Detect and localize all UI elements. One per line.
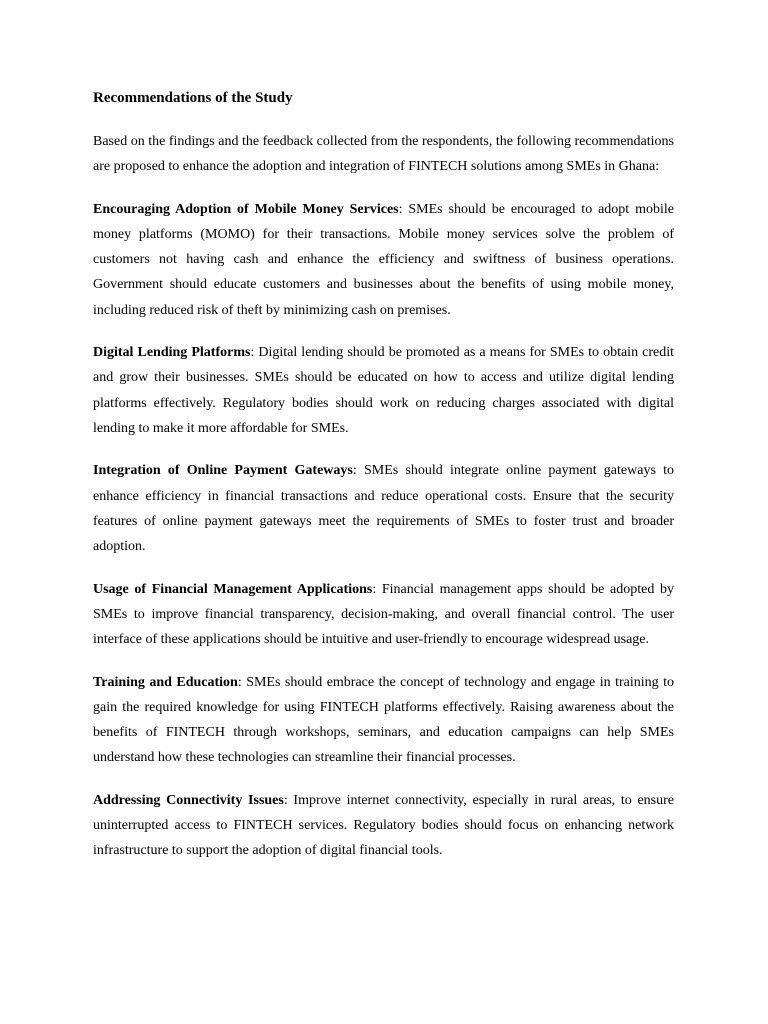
recommendation-heading: Encouraging Adoption of Mobile Money Services [93, 201, 399, 217]
recommendation-training [93, 670, 674, 771]
recommendation-body: : Improve internet connectivity, especially in rural areas, to ensure uninterrupted access to FINTECH services. Regulatory bodies should focus on enhancing network infrastructure to support the adoption of digital financial tools. [93, 792, 674, 859]
recommendation-heading: Usage of Financial Management Applications [93, 581, 373, 597]
recommendation-body: : SMEs should integrate online payment gateways to enhance efficiency in financial transactions and reduce operational costs. Ensure that the security features of online payment gateways meet the requirements of SMEs to foster trust and broader adoption. [93, 463, 674, 555]
recommendation-mobile-money [93, 197, 674, 323]
recommendation-heading: Training and Education [93, 674, 238, 690]
recommendation-heading: Digital Lending Platforms [93, 345, 251, 361]
recommendation-financial-apps [93, 577, 674, 653]
recommendation-body: : SMEs should be encouraged to adopt mobile money platforms (MOMO) for their transactions. Mobile money services solve the problem of customers not having cash and enhance the efficiency and swiftness of business operations. Government should educate customers and businesses about the benefits of using mobile money, including reduced risk of theft by minimizing cash on premises. [93, 201, 674, 318]
recommendation-body: : Financial management apps should be adopted by SMEs to improve financial transparency, decision-making, and overall financial control. The user interface of these applications should be intuitive and user-friendly to encourage widespread usage. [93, 581, 675, 648]
recommendation-digital-lending [93, 340, 674, 441]
section-title: Recommendations of the Study [93, 90, 293, 106]
recommendation-body: : Digital lending should be promoted as a means for SMEs to obtain credit and grow their businesses. SMEs should be educated on how to access and utilize digital lending platforms effectively. Regulatory bodies should work on reducing charges associated with digital lending to make it more affordable for SMEs. [93, 345, 674, 436]
recommendation-heading: Addressing Connectivity Issues [93, 792, 284, 808]
recommendation-body: : SMEs should embrace the concept of technology and engage in training to gain the required knowledge for using FINTECH platforms effectively. Raising awareness about the benefits of FINTECH through workshops, seminars, and education campaigns can help SMEs understand how these technologies can streamline their financial processes. [93, 674, 674, 766]
intro-paragraph: Based on the findings and the feedback collected from the respondents, the following recommendations are proposed to enhance the adoption and integration of FINTECH solutions among SMEs in Ghana: [93, 134, 674, 175]
recommendation-connectivity [93, 788, 674, 864]
document-page [93, 86, 674, 881]
recommendation-payment-gateways [93, 458, 674, 559]
recommendation-heading: Integration of Online Payment Gateways [93, 463, 353, 479]
